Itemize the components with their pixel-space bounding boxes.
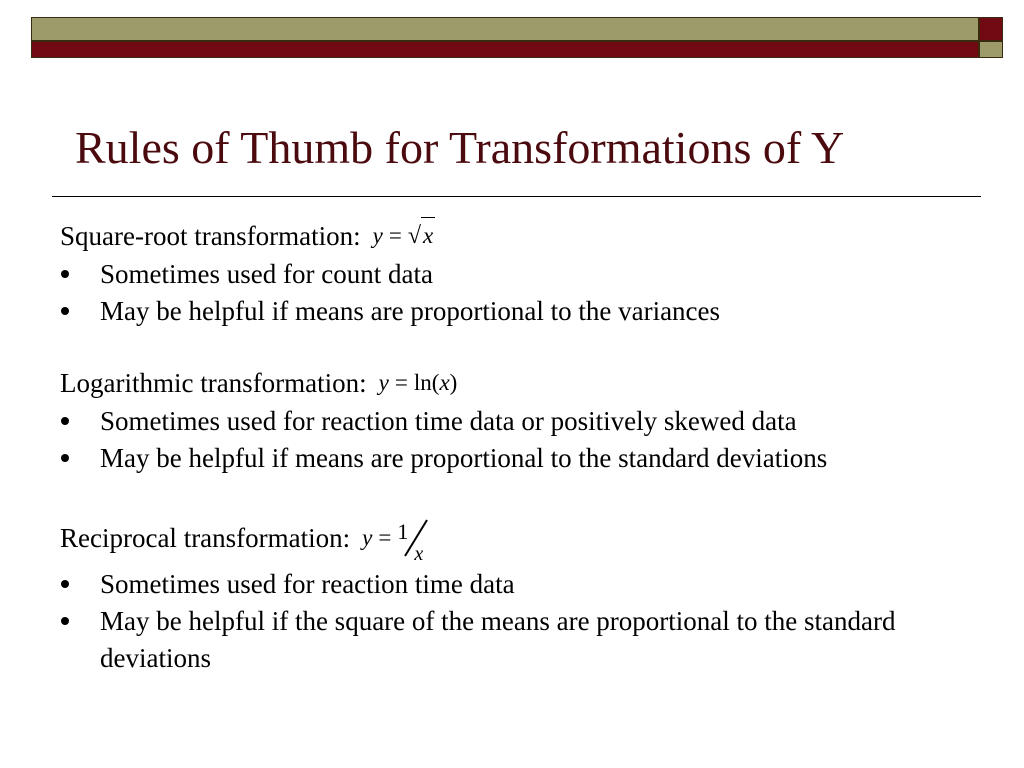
fraction-numerator: 1 xyxy=(397,519,409,544)
fraction-denominator: x xyxy=(414,543,424,565)
bullet-list xyxy=(60,566,980,677)
list-item xyxy=(60,566,980,603)
square-root-formula xyxy=(373,217,436,254)
list-item xyxy=(60,256,980,293)
section-heading-label: Square-root transformation: xyxy=(60,220,361,251)
formula-lhs: y xyxy=(372,222,383,248)
bullet-dot-icon xyxy=(61,580,69,588)
bullet-list xyxy=(60,403,980,477)
list-item-text: Sometimes used for count data xyxy=(100,259,433,289)
section-square-root xyxy=(60,217,980,330)
header-decoration-square-olive xyxy=(979,41,1003,58)
list-item-text: May be helpful if the square of the means are proportional to the standard deviations xyxy=(100,606,896,673)
formula-equals: = xyxy=(388,222,402,248)
slide-title: Rules of Thumb for Transformations of Y xyxy=(75,122,845,173)
bullet-dot-icon xyxy=(61,417,69,425)
formula-equals: = xyxy=(378,525,392,550)
list-item xyxy=(60,440,980,477)
formula-equals: = xyxy=(394,370,408,395)
fraction-expression xyxy=(397,518,431,565)
reciprocal-formula xyxy=(362,518,431,565)
section-logarithmic xyxy=(60,365,980,477)
section-reciprocal xyxy=(60,516,980,677)
formula-function: ln( xyxy=(413,370,440,395)
section-heading-label: Reciprocal transformation: xyxy=(60,523,351,553)
formula-lhs: y xyxy=(362,525,373,550)
title-divider xyxy=(52,196,981,197)
section-heading xyxy=(60,516,980,565)
formula-argument: x xyxy=(439,370,450,395)
section-heading-label: Logarithmic transformation: xyxy=(60,368,367,398)
bullet-dot-icon xyxy=(61,270,69,278)
list-item-text: Sometimes used for reaction time data xyxy=(100,569,515,599)
header-decoration-bar-olive xyxy=(31,17,979,41)
bullet-dot-icon xyxy=(61,617,69,625)
list-item-text: Sometimes used for reaction time data or positively skewed data xyxy=(100,406,797,436)
list-item xyxy=(60,403,980,440)
section-heading xyxy=(60,365,980,401)
radical-sign-icon: √ xyxy=(407,223,422,249)
formula-radicand: x xyxy=(421,217,435,254)
bullet-dot-icon xyxy=(61,454,69,462)
list-item xyxy=(60,603,980,677)
header-decoration-square-maroon xyxy=(979,17,1003,41)
sqrt-expression xyxy=(408,217,435,254)
bullet-list xyxy=(60,256,980,330)
list-item-text: May be helpful if means are proportional to the standard deviations xyxy=(100,443,828,473)
header-decoration-bar-maroon xyxy=(31,41,979,58)
list-item-text: May be helpful if means are proportional to the variances xyxy=(100,296,721,326)
formula-close-paren: ) xyxy=(449,370,458,395)
formula-lhs: y xyxy=(378,370,389,395)
logarithmic-formula xyxy=(379,365,458,401)
bullet-dot-icon xyxy=(61,307,69,315)
list-item xyxy=(60,293,980,330)
section-heading xyxy=(60,217,980,254)
